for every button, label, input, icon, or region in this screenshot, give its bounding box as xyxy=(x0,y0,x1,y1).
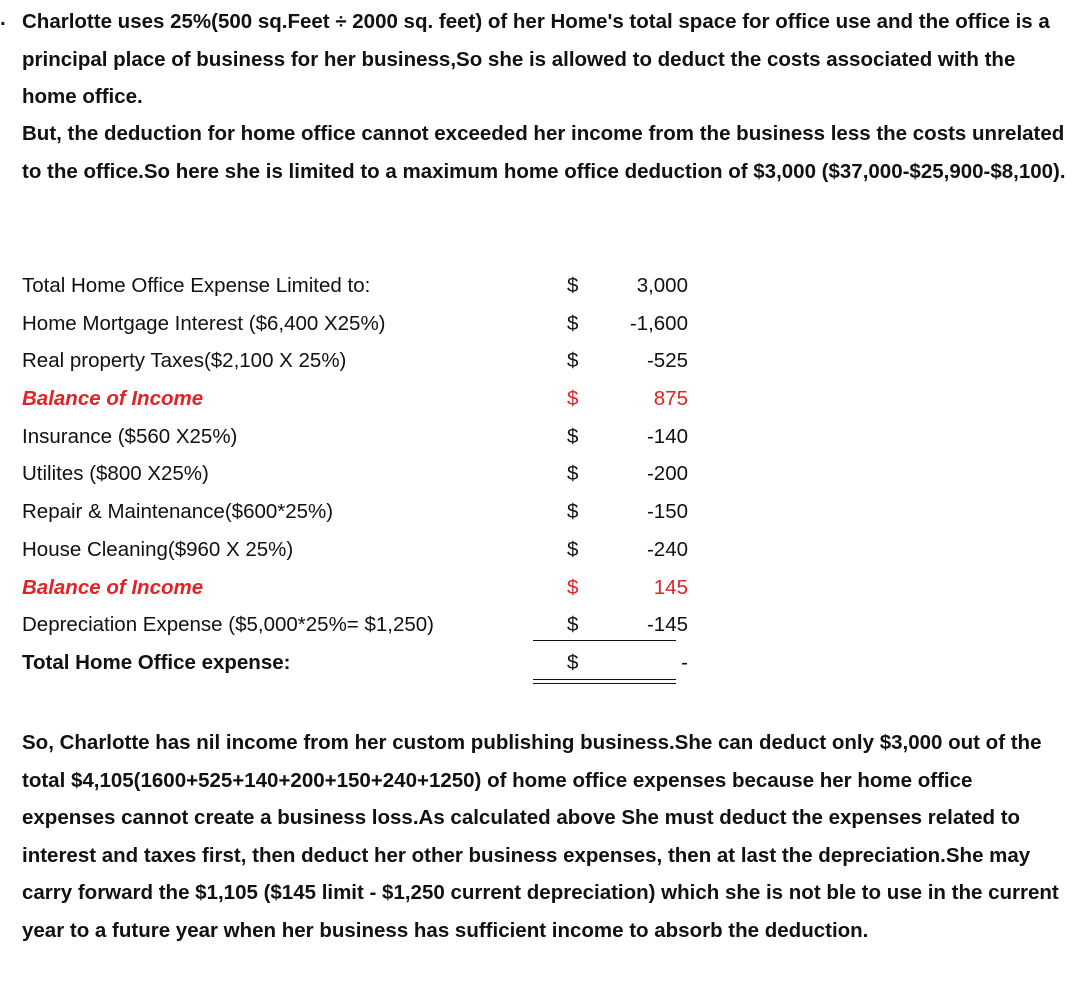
table-row-insurance xyxy=(22,418,702,456)
row-amount: -150 xyxy=(646,500,688,524)
table-row-balance-of-income-1 xyxy=(22,380,702,418)
table-row-depreciation xyxy=(22,606,702,644)
table-row-repair-maintenance xyxy=(22,493,702,531)
currency-symbol: $ xyxy=(567,537,579,561)
row-label: Depreciation Expense ($5,000*25%= $1,250) xyxy=(22,613,434,637)
row-amount: -200 xyxy=(646,462,688,486)
currency-symbol: $ xyxy=(567,500,579,524)
row-label: Real property Taxes($2,100 X 25%) xyxy=(22,349,347,373)
subtotal-rule xyxy=(533,640,676,641)
row-label: Utilites ($800 X25%) xyxy=(22,462,209,486)
list-bullet: . xyxy=(0,7,6,30)
intro-paragraph-space-usage: Charlotte uses 25%(500 sq.Feet ÷ 2000 sq. feet) of her Home's total space for office use and the office is a principal place of business for her business,So she is allowed to deduct the costs associated with the home office. xyxy=(22,10,1050,108)
currency-symbol: $ xyxy=(567,274,579,297)
row-amount: 3,000 xyxy=(636,274,688,297)
row-amount: -1,600 xyxy=(629,311,688,335)
row-amount: 145 xyxy=(653,575,688,599)
currency-symbol: $ xyxy=(567,613,579,637)
currency-symbol: $ xyxy=(567,575,579,599)
total-double-rule-bottom xyxy=(533,683,676,684)
table-row-total-expense xyxy=(22,644,702,682)
currency-symbol: $ xyxy=(567,387,579,411)
total-double-rule-top xyxy=(533,679,676,680)
row-label: Home Mortgage Interest ($6,400 X25%) xyxy=(22,311,386,335)
row-amount: -145 xyxy=(646,613,688,637)
row-label: Balance of Income xyxy=(22,387,204,411)
row-amount: -525 xyxy=(646,349,688,373)
row-label: Total Home Office Expense Limited to: xyxy=(22,274,371,297)
row-label: Repair & Maintenance($600*25%) xyxy=(22,500,334,524)
table-row-balance-of-income-2 xyxy=(22,569,702,607)
table-row-mortgage-interest xyxy=(22,305,702,343)
home-office-expense-table xyxy=(22,267,702,682)
row-amount: -140 xyxy=(646,424,688,448)
currency-symbol: $ xyxy=(567,650,579,674)
row-amount: - xyxy=(681,650,688,674)
row-label: Total Home Office expense: xyxy=(22,650,291,674)
row-label: House Cleaning($960 X 25%) xyxy=(22,537,294,561)
table-row-expense-limit xyxy=(22,267,702,305)
table-row-utilities xyxy=(22,455,702,493)
table-row-property-taxes xyxy=(22,342,702,380)
closing-paragraph: So, Charlotte has nil income from her custom publishing business.She can deduct only $3,000 out of the total $4,105(1600+525+140+200+150+240+1250) of home office expenses because her home office expenses cannot create a business loss.As calculated above She must deduct the expenses related to interest and taxes first, then deduct her other business expenses, then at last the depreciation.She may carry forward the $1,105 ($145 limit - $1,250 current depreciation) which she is not ble to use in the current year to a future year when her business has sufficient income to absorb the deduction. xyxy=(22,731,1059,942)
row-amount: 875 xyxy=(653,387,688,411)
row-amount: -240 xyxy=(646,537,688,561)
currency-symbol: $ xyxy=(567,311,579,335)
currency-symbol: $ xyxy=(567,424,579,448)
row-label: Balance of Income xyxy=(22,575,204,599)
currency-symbol: $ xyxy=(567,462,579,486)
row-label: Insurance ($560 X25%) xyxy=(22,424,238,448)
intro-paragraph-deduction-limit: But, the deduction for home office cannot exceeded her income from the business less the costs unrelated to the office.So here she is limited to a maximum home office deduction of $3,000 ($37,000-$25,900-$8,100). xyxy=(22,122,1066,183)
table-row-house-cleaning xyxy=(22,531,702,569)
currency-symbol: $ xyxy=(567,349,579,373)
